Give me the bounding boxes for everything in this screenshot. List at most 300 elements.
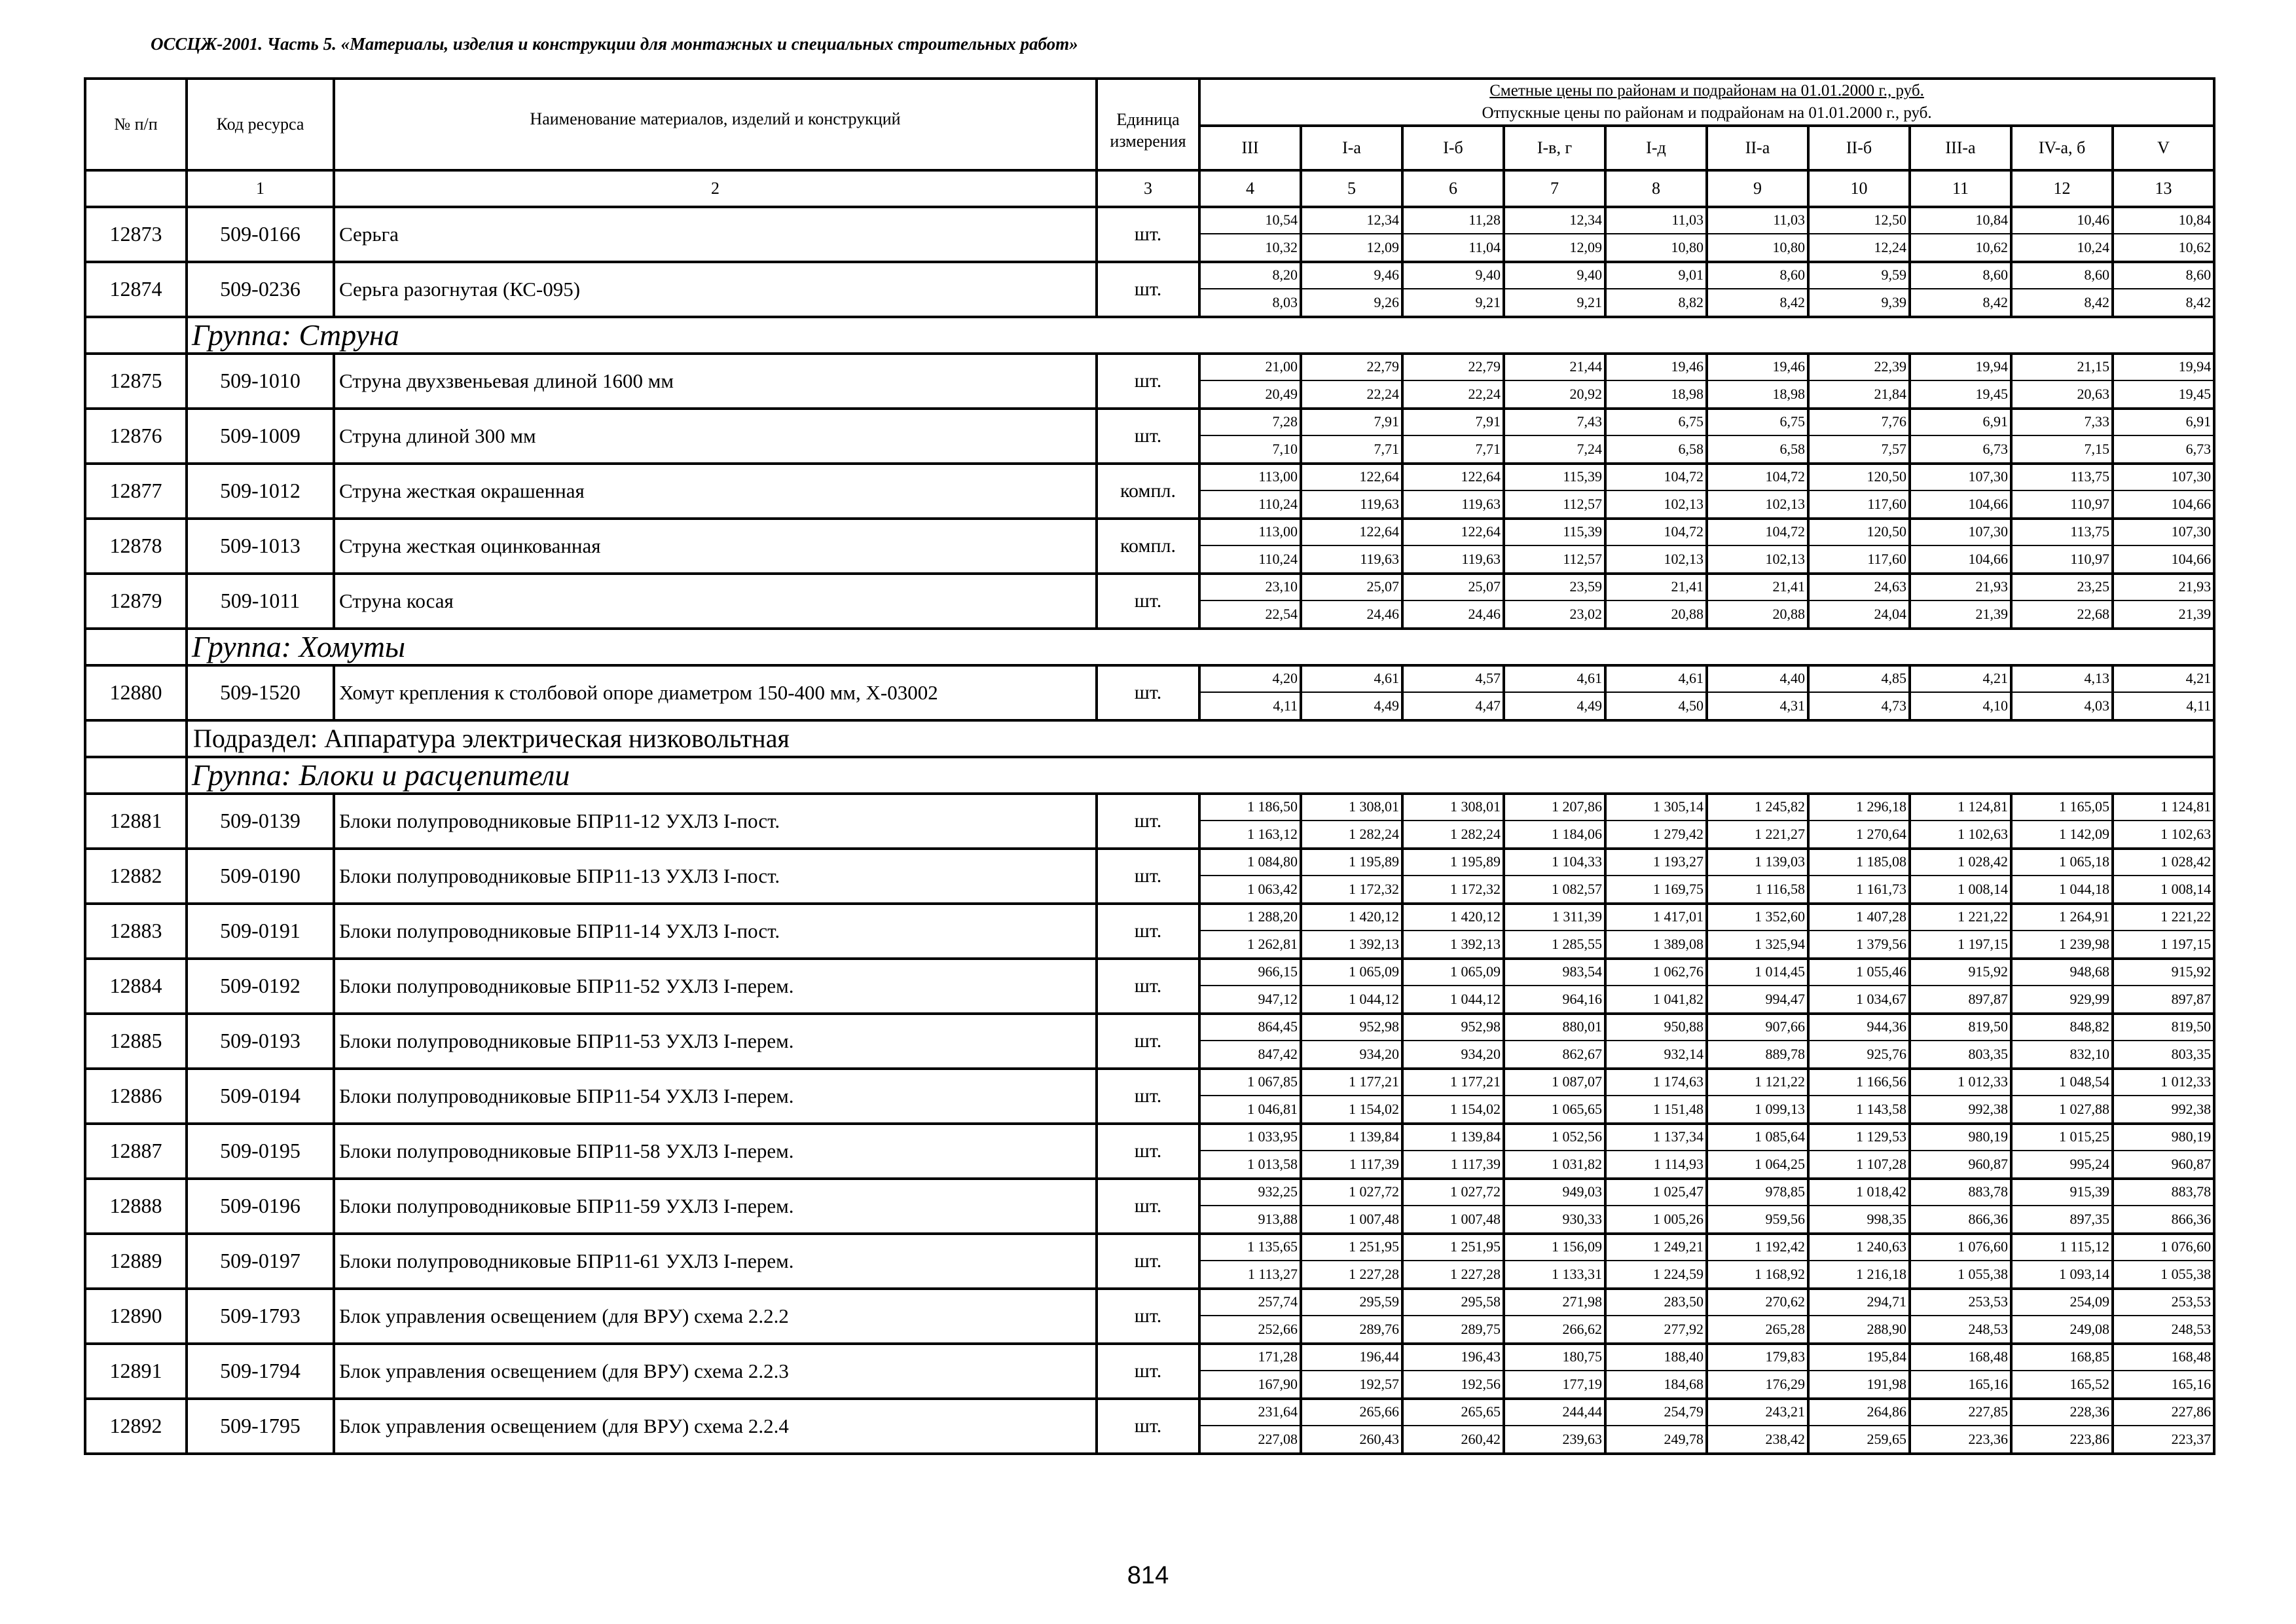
- estimate-price: 1 065,09: [1302, 960, 1401, 986]
- price-cell: [1707, 665, 1808, 720]
- item-name: Блоки полупроводниковые БПР11-61 УХЛ3 I-перем.: [334, 1234, 1097, 1289]
- release-price: 1 151,48: [1653, 1100, 1704, 1117]
- resource-code: 509-1795: [187, 1399, 334, 1454]
- estimate-price: 104,72: [1708, 520, 1807, 546]
- estimate-price: 1 185,08: [1810, 850, 1908, 876]
- estimate-price: 1 249,21: [1607, 1235, 1705, 1261]
- price-title: Сметные цены по районам и подрайонам на 01.01.2000 г., руб.: [1489, 82, 1924, 100]
- price-cell: [1707, 1124, 1808, 1179]
- item-name: Блоки полупроводниковые БПР11-52 УХЛ3 I-перем.: [334, 959, 1097, 1014]
- item-unit: шт.: [1097, 1124, 1199, 1179]
- item-unit: шт.: [1097, 1234, 1199, 1289]
- estimate-price: 7,43: [1505, 410, 1604, 436]
- release-price: 10,62: [1975, 238, 2008, 255]
- release-price: 1 172,32: [1450, 880, 1501, 897]
- estimate-price: 880,01: [1505, 1015, 1604, 1041]
- estimate-price: 1 420,12: [1404, 905, 1503, 931]
- estimate-price: 22,39: [1810, 355, 1908, 381]
- release-price: 960,87: [2171, 1155, 2212, 1172]
- estimate-price: 21,93: [2114, 575, 2213, 601]
- price-cell: [1605, 354, 1707, 409]
- column-number: 7: [1504, 170, 1605, 207]
- resource-code: 509-1013: [187, 519, 334, 574]
- group-row: [85, 317, 2214, 354]
- item-unit: шт.: [1097, 1399, 1199, 1454]
- estimate-price: 952,98: [1404, 1015, 1503, 1041]
- release-price: 1 172,32: [1349, 880, 1399, 897]
- table-row: [85, 1124, 2214, 1179]
- group-title: Группа: Хомуты: [187, 629, 2214, 665]
- estimate-price: 6,75: [1607, 410, 1705, 436]
- price-cell: [1808, 794, 1910, 849]
- item-unit: шт.: [1097, 207, 1199, 262]
- item-number: 12886: [85, 1069, 187, 1124]
- price-cell: [1199, 1124, 1301, 1179]
- price-cell: [1808, 1124, 1910, 1179]
- estimate-price: 978,85: [1708, 1180, 1807, 1206]
- estimate-price: 7,76: [1810, 410, 1908, 436]
- estimate-price: 171,28: [1201, 1345, 1300, 1371]
- item-number: 12879: [85, 574, 187, 629]
- release-price: 1 044,12: [1349, 990, 1399, 1007]
- estimate-price: 4,21: [1911, 667, 2010, 693]
- release-price: 110,24: [1258, 550, 1298, 567]
- release-price: 6,58: [1779, 440, 1805, 457]
- release-price: 165,16: [2171, 1375, 2212, 1392]
- release-price: 1 169,75: [1653, 880, 1704, 897]
- estimate-price: 6,91: [1911, 410, 2010, 436]
- item-name: Блок управления освещением (для ВРУ) схема 2.2.2: [334, 1289, 1097, 1344]
- release-price: 102,13: [1664, 550, 1704, 567]
- release-price: 165,52: [2069, 1375, 2109, 1392]
- resource-code: 509-0236: [187, 262, 334, 317]
- estimate-price: 113,00: [1201, 520, 1300, 546]
- price-cell: [1504, 1014, 1605, 1069]
- price-cell: [1199, 1344, 1301, 1399]
- item-name: Струна жесткая окрашенная: [334, 464, 1097, 519]
- price-cell: [1402, 207, 1504, 262]
- release-price: 1 184,06: [1552, 825, 1602, 842]
- price-cell: [1910, 959, 2011, 1014]
- release-price: 117,60: [1867, 550, 1906, 567]
- estimate-price: 1 065,18: [2013, 850, 2111, 876]
- price-cell: [1402, 464, 1504, 519]
- release-price: 1 041,82: [1653, 990, 1704, 1007]
- estimate-price: 4,57: [1404, 667, 1503, 693]
- release-price: 7,15: [2084, 440, 2109, 457]
- price-cell: [1301, 207, 1402, 262]
- item-number: 12890: [85, 1289, 187, 1344]
- estimate-price: 8,60: [2013, 263, 2111, 289]
- release-price: 1 102,63: [1958, 825, 2008, 842]
- estimate-price: 932,25: [1201, 1180, 1300, 1206]
- region-header: I-в, г: [1504, 126, 1605, 170]
- release-price: 227,08: [1258, 1430, 1298, 1447]
- release-price: 112,57: [1563, 550, 1602, 567]
- price-cell: [2011, 904, 2113, 959]
- item-number: 12880: [85, 665, 187, 720]
- estimate-price: 1 052,56: [1505, 1125, 1604, 1151]
- group-title: Группа: Струна: [187, 317, 2214, 354]
- estimate-price: 1 139,84: [1302, 1125, 1401, 1151]
- price-cell: [1808, 959, 1910, 1014]
- release-price: 12,09: [1366, 238, 1399, 255]
- release-price: 1 270,64: [1856, 825, 1906, 842]
- price-cell: [2113, 1179, 2214, 1234]
- release-price: 1 154,02: [1450, 1100, 1501, 1117]
- region-header: II-б: [1808, 126, 1910, 170]
- release-price: 223,86: [2069, 1430, 2109, 1447]
- estimate-price: 4,61: [1505, 667, 1604, 693]
- col-header-name: Наименование материалов, изделий и конструкций: [334, 79, 1097, 170]
- release-price: 4,73: [1881, 697, 1906, 714]
- estimate-price: 1 195,89: [1404, 850, 1503, 876]
- estimate-price: 4,40: [1708, 667, 1807, 693]
- estimate-price: 952,98: [1302, 1015, 1401, 1041]
- release-price: 248,53: [1968, 1320, 2008, 1337]
- estimate-price: 11,03: [1708, 208, 1807, 234]
- price-cell: [1199, 849, 1301, 904]
- column-number: 9: [1707, 170, 1808, 207]
- estimate-price: 107,30: [1911, 465, 2010, 491]
- item-number: 12885: [85, 1014, 187, 1069]
- estimate-price: 253,53: [2114, 1290, 2213, 1316]
- price-cell: [1605, 665, 1707, 720]
- price-cell: [1707, 409, 1808, 464]
- price-cell: [1808, 1234, 1910, 1289]
- price-cell: [1605, 1289, 1707, 1344]
- estimate-price: 227,86: [2114, 1400, 2213, 1426]
- price-cell: [1402, 1014, 1504, 1069]
- release-price: 8,42: [2084, 293, 2109, 310]
- estimate-price: 107,30: [2114, 465, 2213, 491]
- estimate-price: 6,91: [2114, 410, 2213, 436]
- estimate-price: 848,82: [2013, 1015, 2111, 1041]
- release-price: 1 154,02: [1349, 1100, 1399, 1117]
- item-name: Струна двухзвеньевая длиной 1600 мм: [334, 354, 1097, 409]
- estimate-price: 107,30: [2114, 520, 2213, 546]
- estimate-price: 19,46: [1607, 355, 1705, 381]
- price-cell: [1707, 519, 1808, 574]
- release-price: 265,28: [1765, 1320, 1805, 1337]
- release-price: 21,84: [1874, 385, 1906, 402]
- release-price: 249,78: [1664, 1430, 1704, 1447]
- item-number: 12875: [85, 354, 187, 409]
- price-cell: [1301, 1069, 1402, 1124]
- estimate-price: 23,10: [1201, 575, 1300, 601]
- release-price: 1 055,38: [2160, 1265, 2212, 1282]
- item-unit: шт.: [1097, 1069, 1199, 1124]
- estimate-price: 7,28: [1201, 410, 1300, 436]
- price-cell: [1504, 409, 1605, 464]
- column-number-blank: [85, 170, 187, 207]
- price-cell: [1402, 1289, 1504, 1344]
- estimate-price: 23,59: [1505, 575, 1604, 601]
- estimate-price: 915,92: [1911, 960, 2010, 986]
- release-price: 1 113,27: [1247, 1265, 1298, 1282]
- estimate-price: 1 195,89: [1302, 850, 1401, 876]
- price-cell: [2011, 409, 2113, 464]
- price-cell: [1504, 262, 1605, 317]
- estimate-price: 1 027,72: [1404, 1180, 1503, 1206]
- release-price: 18,98: [1671, 385, 1704, 402]
- release-price: 19,45: [2178, 385, 2212, 402]
- price-cell: [1707, 1069, 1808, 1124]
- release-price: 9,21: [1576, 293, 1602, 310]
- release-price: 1 031,82: [1552, 1155, 1602, 1172]
- estimate-price: 1 251,95: [1302, 1235, 1401, 1261]
- price-cell: [1808, 354, 1910, 409]
- price-cell: [1910, 262, 2011, 317]
- price-cell: [1605, 262, 1707, 317]
- estimate-price: 1 177,21: [1302, 1070, 1401, 1096]
- release-price: 1 161,73: [1856, 880, 1906, 897]
- release-price: 803,35: [2171, 1045, 2212, 1062]
- release-price: 1 093,14: [2059, 1265, 2109, 1282]
- release-price: 866,36: [2171, 1210, 2212, 1227]
- release-price: 10,80: [1671, 238, 1704, 255]
- table-row: [85, 519, 2214, 574]
- price-cell: [2113, 1014, 2214, 1069]
- column-number-row: [85, 170, 2214, 207]
- estimate-price: 1 033,95: [1201, 1125, 1300, 1151]
- price-cell: [1402, 519, 1504, 574]
- release-price: 167,90: [1258, 1375, 1298, 1392]
- estimate-price: 1 135,65: [1201, 1235, 1300, 1261]
- price-cell: [1199, 262, 1301, 317]
- price-cell: [1910, 849, 2011, 904]
- estimate-price: 1 012,33: [1911, 1070, 2010, 1096]
- price-cell: [1199, 1179, 1301, 1234]
- group-row: [85, 629, 2214, 665]
- estimate-price: 195,84: [1810, 1345, 1908, 1371]
- column-number: 6: [1402, 170, 1504, 207]
- item-unit: шт.: [1097, 904, 1199, 959]
- estimate-price: 21,00: [1201, 355, 1300, 381]
- subsection-title: Подраздел: Аппаратура электрическая низковольтная: [187, 720, 2214, 757]
- estimate-price: 10,46: [2013, 208, 2111, 234]
- estimate-price: 1 065,09: [1404, 960, 1503, 986]
- estimate-price: 113,75: [2013, 520, 2111, 546]
- price-cell: [2113, 794, 2214, 849]
- release-price: 934,20: [1359, 1045, 1399, 1062]
- estimate-price: 1 115,12: [2013, 1235, 2111, 1261]
- release-price: 110,97: [2070, 550, 2109, 567]
- release-price: 18,98: [1772, 385, 1805, 402]
- estimate-price: 11,28: [1404, 208, 1503, 234]
- release-price: 1 224,59: [1653, 1265, 1704, 1282]
- estimate-price: 948,68: [2013, 960, 2111, 986]
- estimate-price: 1 193,27: [1607, 850, 1705, 876]
- release-price: 102,13: [1765, 550, 1805, 567]
- item-name: Хомут крепления к столбовой опоре диаметром 150-400 мм, Х-03002: [334, 665, 1097, 720]
- release-price: 119,63: [1360, 495, 1399, 512]
- table-row: [85, 794, 2214, 849]
- release-price: 1 055,38: [1958, 1265, 2008, 1282]
- price-cell: [1910, 574, 2011, 629]
- release-price: 998,35: [1867, 1210, 1906, 1227]
- price-cell: [1707, 904, 1808, 959]
- estimate-price: 1 245,82: [1708, 795, 1807, 821]
- col-header-unit: Единица измерения: [1097, 79, 1199, 170]
- estimate-price: 115,39: [1505, 520, 1604, 546]
- release-price: 21,39: [2178, 605, 2212, 622]
- release-price: 119,63: [1461, 495, 1501, 512]
- estimate-price: 7,91: [1404, 410, 1503, 436]
- group-row-blank: [85, 720, 187, 757]
- estimate-price: 1 165,05: [2013, 795, 2111, 821]
- estimate-price: 1 055,46: [1810, 960, 1908, 986]
- estimate-price: 228,36: [2013, 1400, 2111, 1426]
- release-price: 4,03: [2084, 697, 2109, 714]
- subsection-row: [85, 720, 2214, 757]
- estimate-price: 122,64: [1302, 520, 1401, 546]
- price-cell: [1199, 1069, 1301, 1124]
- release-price: 6,73: [2185, 440, 2212, 457]
- release-price: 110,24: [1258, 495, 1298, 512]
- estimate-price: 227,85: [1911, 1400, 2010, 1426]
- column-number: 10: [1808, 170, 1910, 207]
- resource-code: 509-0192: [187, 959, 334, 1014]
- release-price: 1 082,57: [1552, 880, 1602, 897]
- release-price: 10,80: [1772, 238, 1805, 255]
- price-cell: [1808, 1179, 1910, 1234]
- estimate-price: 1 308,01: [1302, 795, 1401, 821]
- release-price: 897,87: [2171, 990, 2212, 1007]
- release-price: 223,36: [1968, 1430, 2008, 1447]
- estimate-price: 254,79: [1607, 1400, 1705, 1426]
- estimate-price: 22,79: [1404, 355, 1503, 381]
- resource-code: 509-0190: [187, 849, 334, 904]
- price-cell: [2113, 262, 2214, 317]
- release-price: 1 027,88: [2059, 1100, 2109, 1117]
- item-number: 12884: [85, 959, 187, 1014]
- price-cell: [1707, 207, 1808, 262]
- estimate-price: 949,03: [1505, 1180, 1604, 1206]
- resource-code: 509-0193: [187, 1014, 334, 1069]
- group-title: Группа: Блоки и расцепители: [187, 757, 2214, 794]
- release-price: 12,24: [1874, 238, 1906, 255]
- release-price: 24,46: [1468, 605, 1501, 622]
- price-cell: [2011, 1124, 2113, 1179]
- price-cell: [1402, 1234, 1504, 1289]
- price-cell: [1504, 1179, 1605, 1234]
- price-cell: [2113, 904, 2214, 959]
- price-cell: [1605, 207, 1707, 262]
- price-cell: [2113, 519, 2214, 574]
- price-cell: [1707, 574, 1808, 629]
- item-number: 12874: [85, 262, 187, 317]
- estimate-price: 9,01: [1607, 263, 1705, 289]
- estimate-price: 104,72: [1607, 520, 1705, 546]
- release-price: 1 197,15: [2160, 935, 2212, 952]
- price-cell: [1808, 849, 1910, 904]
- estimate-price: 1 124,81: [2114, 795, 2213, 821]
- release-price: 862,67: [1562, 1045, 1602, 1062]
- release-price: 260,43: [1359, 1430, 1399, 1447]
- estimate-price: 1 129,53: [1810, 1125, 1908, 1151]
- price-cell: [1402, 574, 1504, 629]
- price-cell: [1402, 354, 1504, 409]
- item-name: Блоки полупроводниковые БПР11-54 УХЛ3 I-перем.: [334, 1069, 1097, 1124]
- price-cell: [1402, 409, 1504, 464]
- price-cell: [1301, 849, 1402, 904]
- release-price: 1 013,58: [1247, 1155, 1298, 1172]
- price-cell: [1910, 1344, 2011, 1399]
- release-price: 847,42: [1258, 1045, 1298, 1062]
- estimate-price: 4,13: [2013, 667, 2111, 693]
- price-cell: [1504, 1124, 1605, 1179]
- table-row: [85, 1179, 2214, 1234]
- release-price: 1 099,13: [1755, 1100, 1805, 1117]
- estimate-price: 180,75: [1505, 1345, 1604, 1371]
- release-price: 104,66: [1968, 495, 2008, 512]
- price-cell: [1402, 665, 1504, 720]
- release-price: 995,24: [2069, 1155, 2109, 1172]
- item-number: 12877: [85, 464, 187, 519]
- estimate-price: 944,36: [1810, 1015, 1908, 1041]
- release-price: 1 282,24: [1349, 825, 1399, 842]
- price-cell: [2011, 519, 2113, 574]
- release-price: 1 392,13: [1450, 935, 1501, 952]
- price-cell: [1605, 464, 1707, 519]
- price-cell: [1605, 1344, 1707, 1399]
- release-price: 1 142,09: [2059, 825, 2109, 842]
- item-number: 12888: [85, 1179, 187, 1234]
- item-unit: шт.: [1097, 1289, 1199, 1344]
- price-cell: [1910, 1069, 2011, 1124]
- estimate-price: 819,50: [2114, 1015, 2213, 1041]
- table-row: [85, 354, 2214, 409]
- price-cell: [1808, 409, 1910, 464]
- region-header: II-а: [1707, 126, 1808, 170]
- item-unit: шт.: [1097, 665, 1199, 720]
- estimate-price: 6,75: [1708, 410, 1807, 436]
- price-cell: [2113, 1344, 2214, 1399]
- estimate-price: 25,07: [1302, 575, 1401, 601]
- price-cell: [2011, 1399, 2113, 1454]
- resource-code: 509-0194: [187, 1069, 334, 1124]
- price-cell: [1301, 1234, 1402, 1289]
- release-price: 1 163,12: [1247, 825, 1298, 842]
- price-cell: [1605, 409, 1707, 464]
- release-price: 248,53: [2171, 1320, 2212, 1337]
- price-cell: [1910, 1289, 2011, 1344]
- release-price: 934,20: [1461, 1045, 1501, 1062]
- release-price: 1 008,14: [1958, 880, 2008, 897]
- release-price: 102,13: [1765, 495, 1805, 512]
- item-name: Блоки полупроводниковые БПР11-58 УХЛ3 I-перем.: [334, 1124, 1097, 1179]
- release-price: 4,11: [1273, 697, 1298, 714]
- region-header: III: [1199, 126, 1301, 170]
- estimate-price: 1 104,33: [1505, 850, 1604, 876]
- release-price: 7,10: [1272, 440, 1298, 457]
- release-price: 10,24: [2077, 238, 2109, 255]
- price-cell: [1301, 959, 1402, 1014]
- price-cell: [1504, 207, 1605, 262]
- table-row: [85, 1399, 2214, 1454]
- release-price: 1 005,26: [1653, 1210, 1704, 1227]
- estimate-price: 819,50: [1911, 1015, 2010, 1041]
- price-cell: [1605, 519, 1707, 574]
- release-price: 20,49: [1265, 385, 1298, 402]
- release-price: 1 063,42: [1247, 880, 1298, 897]
- estimate-price: 1 352,60: [1708, 905, 1807, 931]
- release-price: 1 216,18: [1856, 1265, 1906, 1282]
- price-cell: [1402, 1069, 1504, 1124]
- estimate-price: 1 062,76: [1607, 960, 1705, 986]
- column-number: 1: [187, 170, 334, 207]
